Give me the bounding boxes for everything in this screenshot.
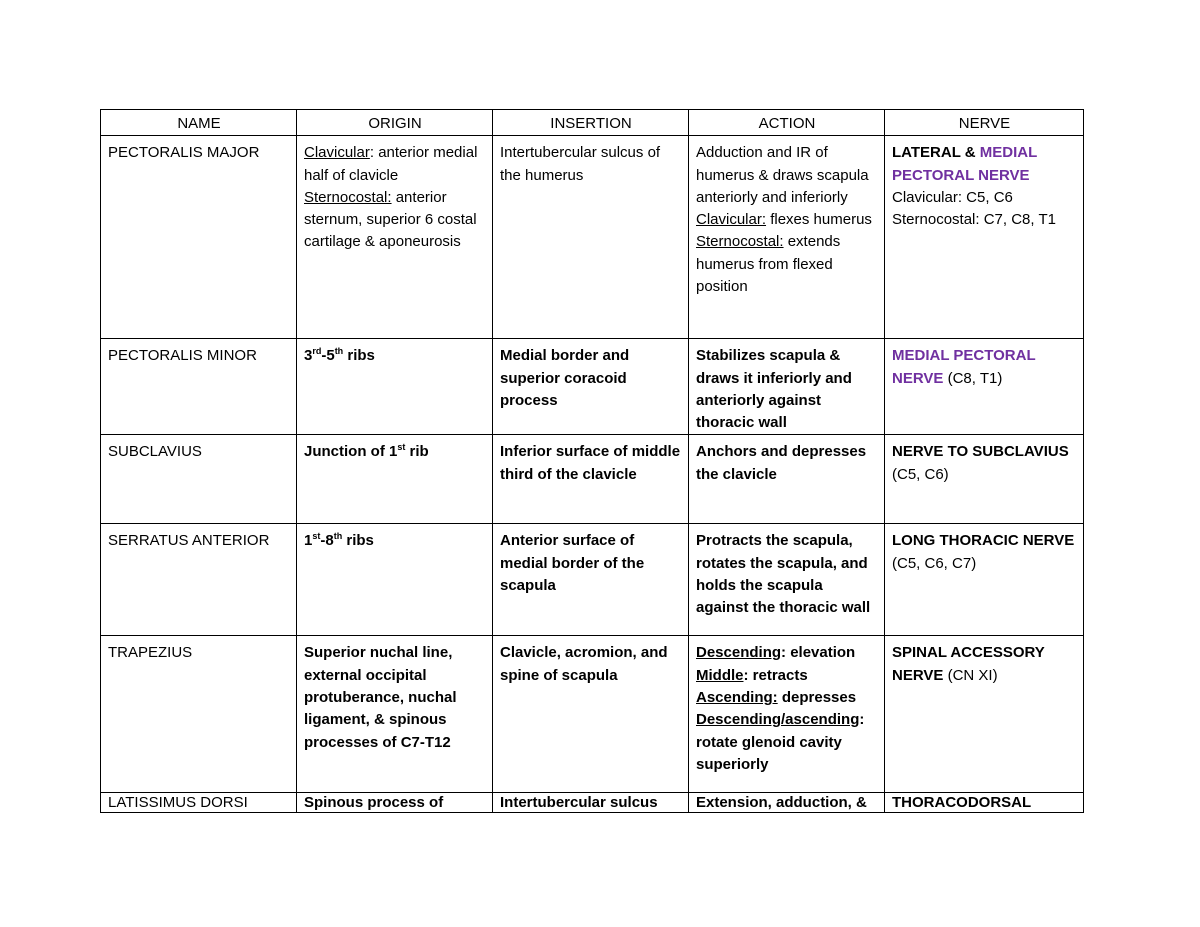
header-row: [101, 110, 1084, 136]
nerve-roots: (C5, C6, C7): [892, 554, 977, 572]
table-row: [101, 524, 1084, 636]
nerve-roots: (CN XI): [943, 666, 998, 684]
header-nerve: NERVE: [885, 110, 1084, 136]
nerve-cell: [885, 524, 1084, 636]
insertion-cell: Anterior surface of medial border of the scapula: [493, 524, 689, 636]
action-cell: [689, 136, 885, 339]
muscle-name: PECTORALIS MINOR: [101, 339, 297, 435]
action-desc-asc-text: : rotate glenoid cavity superiorly: [696, 711, 865, 773]
insertion-cell: Intertubercular sulcus of the humerus: [493, 136, 689, 339]
action-ascending-text: depresses: [777, 689, 857, 707]
header-action: ACTION: [689, 110, 885, 136]
nerve-medial: MEDIAL PECTORAL NERVE: [892, 144, 1038, 184]
origin-part: -8: [320, 532, 334, 550]
header-origin: ORIGIN: [297, 110, 493, 136]
origin-sup: rd: [312, 346, 322, 357]
origin-part: ribs: [342, 532, 374, 550]
muscle-name: PECTORALIS MAJOR: [101, 136, 297, 339]
action-ascending-label: Ascending:: [696, 689, 778, 707]
action-middle-label: Middle: [696, 666, 744, 684]
table-row: [101, 793, 1084, 813]
origin-sternocostal-text: anterior sternum, superior 6 costal cartilage & aponeurosis: [304, 188, 477, 251]
action-cell: Extension, adduction, &: [689, 793, 885, 813]
insertion-cell: Intertubercular sulcus: [493, 793, 689, 813]
action-descending-text: : elevation: [781, 644, 856, 662]
origin-part: Junction of 1: [304, 443, 398, 461]
nerve-cell: [885, 435, 1084, 524]
nerve-cell: [885, 339, 1084, 435]
origin-cell: [297, 136, 493, 339]
muscle-name: SERRATUS ANTERIOR: [101, 524, 297, 636]
origin-clavicular-text: : anterior medial half of clavicle: [304, 144, 478, 184]
origin-sup: th: [334, 346, 344, 357]
table-row: [101, 339, 1084, 435]
nerve-name: MEDIAL PECTORAL NERVE: [892, 347, 1036, 387]
origin-sup: th: [333, 531, 343, 542]
origin-sup: st: [312, 531, 321, 542]
muscle-name: LATISSIMUS DORSI: [101, 793, 297, 813]
origin-part: 3: [304, 347, 313, 365]
origin-cell: [297, 339, 493, 435]
insertion-cell: Clavicle, acromion, and spine of scapula: [493, 636, 689, 793]
nerve-cell: [885, 636, 1084, 793]
muscle-table: [100, 109, 1084, 813]
action-cell: Anchors and depresses the clavicle: [689, 435, 885, 524]
header-insertion: INSERTION: [493, 110, 689, 136]
header-name: NAME: [101, 110, 297, 136]
nerve-clavicular: Clavicular: C5, C6: [892, 188, 1013, 206]
nerve-name: LONG THORACIC NERVE: [892, 532, 1075, 550]
nerve-sternocostal: Sternocostal: C7, C8, T1: [892, 211, 1056, 229]
action-cell: Stabilizes scapula & draws it inferiorly and anteriorly against thoracic wall: [689, 339, 885, 435]
origin-cell: [297, 524, 493, 636]
origin-cell: [297, 435, 493, 524]
insertion-cell: Medial border and superior coracoid process: [493, 339, 689, 435]
nerve-cell: THORACODORSAL: [885, 793, 1084, 813]
nerve-lateral: LATERAL &: [892, 144, 980, 162]
action-clavicular-text: flexes humerus: [766, 211, 872, 229]
table-row: [101, 636, 1084, 793]
origin-part: ribs: [343, 347, 375, 365]
origin-clavicular-label: Clavicular: [304, 144, 370, 162]
table-row: [101, 136, 1084, 339]
origin-part: 1: [304, 532, 313, 550]
action-sternocostal-label: Sternocostal:: [696, 233, 784, 251]
origin-part: rib: [405, 443, 429, 461]
muscle-name: TRAPEZIUS: [101, 636, 297, 793]
action-desc-asc-label: Descending/ascending: [696, 711, 860, 729]
origin-cell: Superior nuchal line, external occipital protuberance, nuchal ligament, & spinous processes of C7-T12: [297, 636, 493, 793]
nerve-roots: (C5, C6): [892, 465, 949, 483]
nerve-name: SPINAL ACCESSORY NERVE: [892, 644, 1045, 684]
nerve-roots: (C8, T1): [943, 369, 1003, 387]
action-main-text: Adduction and IR of humerus & draws scapula anteriorly and inferiorly: [696, 144, 869, 206]
origin-sup: st: [397, 442, 406, 453]
table-row: [101, 435, 1084, 524]
action-clavicular-label: Clavicular:: [696, 211, 767, 229]
origin-sternocostal-label: Sternocostal:: [304, 188, 392, 206]
action-cell: [689, 636, 885, 793]
origin-part: -5: [321, 347, 335, 365]
nerve-name: NERVE TO SUBCLAVIUS: [892, 443, 1069, 461]
muscle-name: SUBCLAVIUS: [101, 435, 297, 524]
action-descending-label: Descending: [696, 644, 782, 662]
action-sternocostal-text: extends humerus from flexed position: [696, 233, 841, 296]
nerve-cell: [885, 136, 1084, 339]
insertion-cell: Inferior surface of middle third of the clavicle: [493, 435, 689, 524]
action-cell: Protracts the scapula, rotates the scapula, and holds the scapula against the thoracic wall: [689, 524, 885, 636]
origin-cell: Spinous process of: [297, 793, 493, 813]
action-middle-text: : retracts: [743, 666, 808, 684]
